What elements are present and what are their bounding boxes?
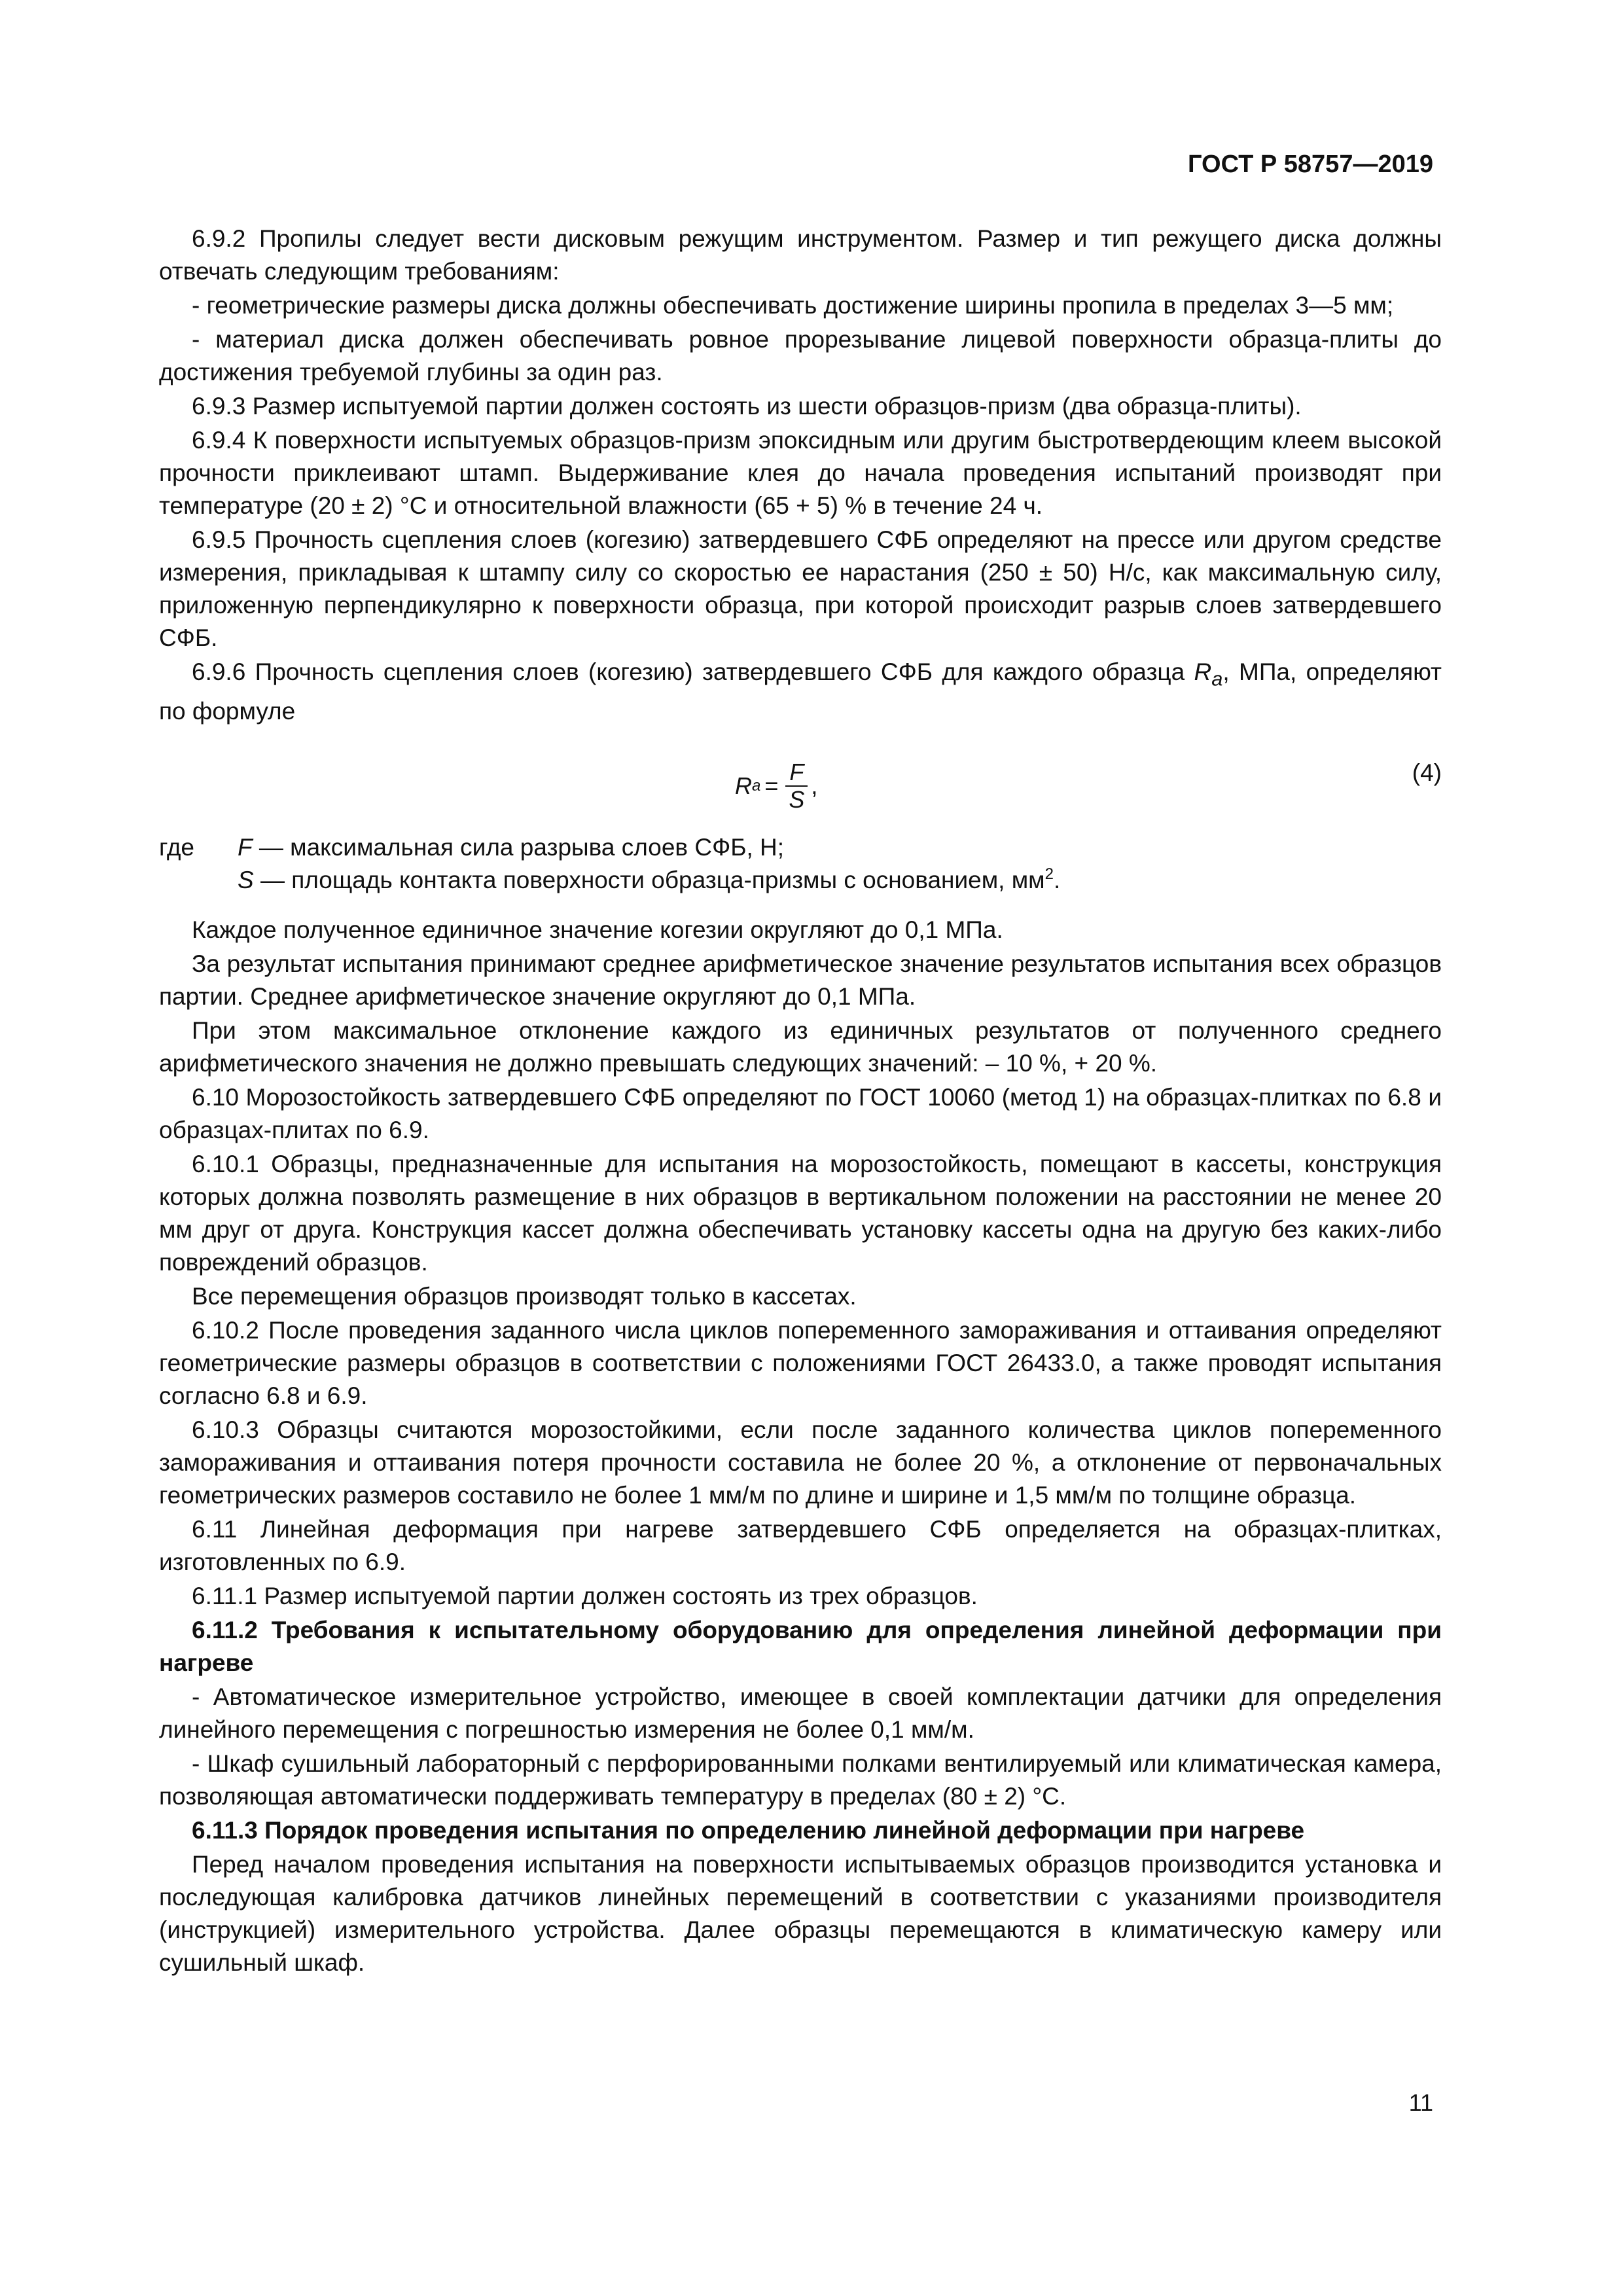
symbol-r: R xyxy=(1194,658,1212,685)
where-block xyxy=(159,831,1442,897)
paragraph: 6.10.3 Образцы считаются морозостойкими, если после заданного количества циклов попеременного замораживания и оттаивания потеря прочности составила не более 20 %, а отклонение от первоначальных геометрических размеров составило не более 1 мм/м по длине и ширине и 1,5 мм/м по толщине образца. xyxy=(159,1416,1442,1509)
where-label: где xyxy=(159,834,195,861)
where-s-symbol: S xyxy=(238,867,254,894)
paragraph: 6.10.1 Образцы, предназначенные для испытания на морозостойкость, помещают в кассеты, конструкция которых должна позволять размещение в них образцов в вертикальном положении на расстоянии не менее 20 мм друг от друга. Конструкция кассет должна обеспечивать установку кассеты одна на другую без каких-либо повреждений образцов. xyxy=(159,1151,1442,1276)
where-row-f xyxy=(159,831,1442,864)
paragraph: 6.9.3 Размер испытуемой партии должен состоять из шести образцов-призм (два образца-плиты). xyxy=(192,393,1302,420)
formula-fraction xyxy=(785,759,808,813)
paragraph: 6.11 Линейная деформация при нагреве затвердевшего СФБ определяется на образцах-плитках, изготовленных по 6.9. xyxy=(159,1516,1442,1576)
paragraph: 6.10 Морозостойкость затвердевшего СФБ определяют по ГОСТ 10060 (метод 1) на образцах-плитках по 6.8 и образцах-плитах по 6.9. xyxy=(159,1084,1442,1144)
formula-lhs: R xyxy=(735,772,752,800)
formula-expression xyxy=(735,759,817,813)
paragraph: 6.9.4 К поверхности испытуемых образцов-призм эпоксидным или другим быстротвердеющим клеем высокой прочности приклеивают штамп. Выдерживание клея до начала проведения испытаний производят при температуре (20 ± 2) °С и относительной влажности (65 + 5) % в течение 24 ч. xyxy=(159,427,1442,519)
section-heading: 6.11.2 Требования к испытательному оборудованию для определения линейной деформации при нагреве xyxy=(159,1617,1442,1677)
formula-block xyxy=(159,740,1442,825)
paragraph: При этом максимальное отклонение каждого из единичных результатов от полученного среднего арифметического значения не должно превышать следующих значений: – 10 %, + 20 %. xyxy=(159,1017,1442,1077)
formula-denominator: S xyxy=(789,786,805,814)
paragraph: Все перемещения образцов производят только в кассетах. xyxy=(192,1283,857,1310)
paragraph-696 xyxy=(159,656,1442,728)
paragraph: 6.9.5 Прочность сцепления слоев (когезию) затвердевшего СФБ определяют на прессе или другом средстве измерения, прикладывая к штампу силу со скоростью ее нарастания (250 ± 50) Н/с, как максимальную силу, приложенную перпендикулярно к поверхности образца, при которой происходит разрыв слоев затвердевшего СФБ. xyxy=(159,526,1442,651)
paragraph: 6.9.2 Пропилы следует вести дисковым режущим инструментом. Размер и тип режущего диска должны отвечать следующим требованиям: xyxy=(159,225,1442,285)
equation-number: (4) xyxy=(1412,759,1442,787)
paragraph: - Шкаф сушильный лабораторный с перфорированными полками вентилируемый или климатическая камера, позволяющая автоматически поддерживать температуру в пределах (80 ± 2) °С. xyxy=(159,1750,1442,1810)
formula-lhs-sub: a xyxy=(752,777,761,795)
formula-comma: , xyxy=(811,772,818,800)
where-s-end: . xyxy=(1053,867,1061,894)
where-row-s xyxy=(159,864,1442,897)
paragraph: Перед началом проведения испытания на поверхности испытываемых образцов производится установка и последующая калибровка датчиков линейных перемещений в соответствии с указаниями производителя (инструкцией) измерительного устройства. Далее образцы перемещаются в климатическую камеру или сушильный шкаф. xyxy=(159,1851,1442,1977)
paragraph: 6.10.2 После проведения заданного числа циклов попеременного замораживания и оттаивания определяют геометрические размеры образцов в соответствии с положениями ГОСТ 26433.0, а также проводят испытания согласно 6.8 и 6.9. xyxy=(159,1317,1442,1410)
paragraph: - материал диска должен обеспечивать ровное прорезывание лицевой поверхности образца-плиты до достижения требуемой глубины за один раз. xyxy=(159,326,1442,386)
paragraph: - геометрические размеры диска должны обеспечивать достижение ширины пропила в пределах 3—5 мм; xyxy=(192,292,1394,319)
section-heading: 6.11.3 Порядок проведения испытания по определению линейной деформации при нагреве xyxy=(192,1817,1305,1844)
symbol-sub: a xyxy=(1211,667,1223,691)
page-number: 11 xyxy=(1408,2089,1433,2116)
paragraph: - Автоматическое измерительное устройство, имеющее в своей комплектации датчики для определения линейного перемещения с погрешностью измерения не более 0,1 мм/м. xyxy=(159,1683,1442,1744)
document-header: ГОСТ Р 58757—2019 xyxy=(1188,151,1433,178)
where-s-sup: 2 xyxy=(1044,865,1054,884)
where-f-text: — максимальная сила разрыва слоев СФБ, Н; xyxy=(252,834,785,861)
document-body xyxy=(159,223,1442,1981)
where-s-text: — площадь контакта поверхности образца-призмы с основанием, мм xyxy=(253,867,1045,894)
paragraph: 6.11.1 Размер испытуемой партии должен состоять из трех образцов. xyxy=(192,1583,978,1610)
paragraph: За результат испытания принимают среднее арифметическое значение результатов испытания всех образцов партии. Среднее арифметическое значение округляют до 0,1 МПа. xyxy=(159,950,1442,1011)
formula-numerator: F xyxy=(785,759,808,787)
formula-eq: = xyxy=(764,772,779,800)
paragraph-tail: , МПа, определяют по формуле xyxy=(159,658,1442,725)
paragraph: Каждое полученное единичное значение когезии округляют до 0,1 МПа. xyxy=(192,916,1003,944)
paragraph-text: 6.9.6 Прочность сцепления слоев (когезию) затвердевшего СФБ для каждого образца xyxy=(192,658,1185,685)
where-f-symbol: F xyxy=(238,834,253,861)
